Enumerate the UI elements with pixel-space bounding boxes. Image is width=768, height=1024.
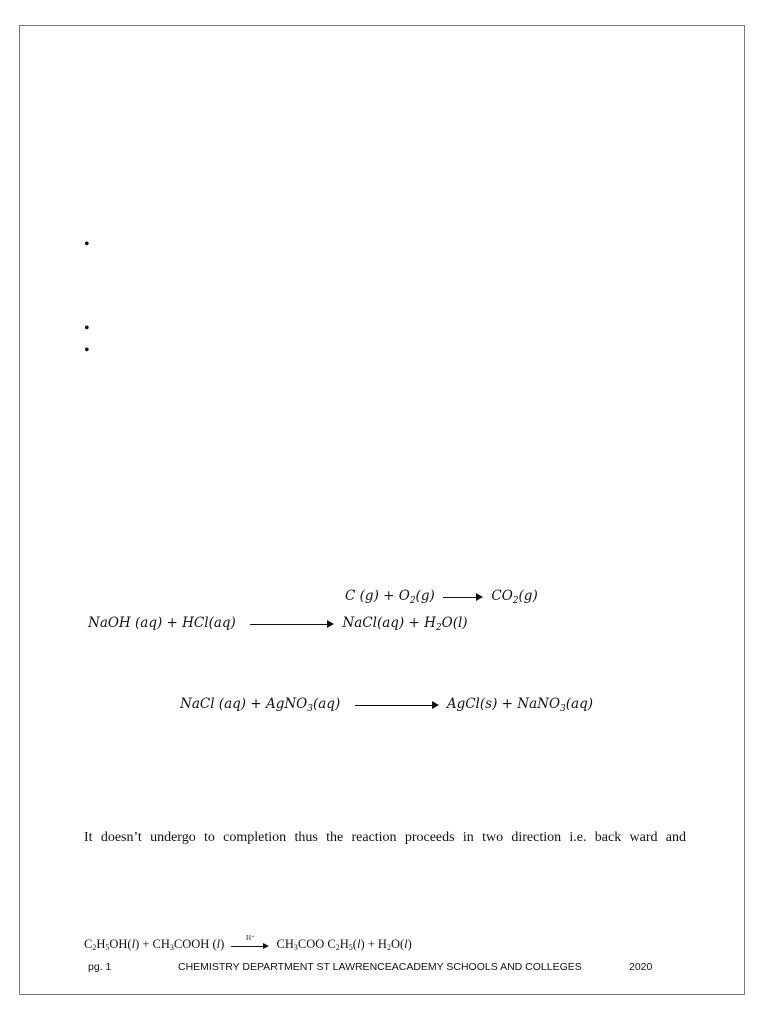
text: ) + xyxy=(373,588,399,604)
text: ( xyxy=(312,696,319,712)
footer-department: CHEMISTRY DEPARTMENT ST LAWRENCEACADEMY SCHOOLS AND COLLEGES xyxy=(178,961,582,973)
subscript: 2 xyxy=(435,623,442,633)
state-symbol: s xyxy=(485,696,493,712)
state-symbol: aq xyxy=(213,615,231,631)
state-symbol: l xyxy=(131,937,136,951)
text: C xyxy=(84,937,93,951)
subscript: 5 xyxy=(105,943,110,952)
text: ) + xyxy=(240,696,266,712)
bullet-marker: • xyxy=(84,342,90,359)
state-symbol: aq xyxy=(382,615,399,631)
state-symbol: l xyxy=(404,937,408,951)
state-symbol: aq xyxy=(318,696,335,712)
catalyst-arrow-icon xyxy=(231,934,269,952)
neutralization-equation xyxy=(88,614,468,632)
formula: AgCl xyxy=(446,696,480,712)
bullet-marker: • xyxy=(84,236,90,253)
text: ) xyxy=(429,588,435,604)
formula: NaOH xyxy=(88,615,131,631)
text: ) xyxy=(587,696,594,712)
text: ) xyxy=(334,696,341,712)
subscript: 3 xyxy=(560,704,566,714)
catalyst-label: H⁺ xyxy=(246,934,255,943)
formula: AgNO xyxy=(265,696,308,712)
state-symbol: aq xyxy=(224,696,241,712)
state-symbol: aq xyxy=(140,615,157,631)
formula: CO xyxy=(491,588,513,604)
footer-year: 2020 xyxy=(629,961,653,973)
subscript: 5 xyxy=(348,943,353,952)
text: COO C xyxy=(297,937,336,951)
text: ( xyxy=(518,588,524,604)
text: H xyxy=(96,937,106,951)
text: ) + CH xyxy=(135,937,170,951)
state-symbol: g xyxy=(523,588,533,604)
text: ) + xyxy=(156,615,183,631)
bullet-marker: • xyxy=(84,320,90,337)
formula: NaNO xyxy=(517,696,561,712)
text: ) xyxy=(532,588,538,604)
text: ( xyxy=(130,615,141,631)
formula: HCl xyxy=(182,615,209,631)
text: ( xyxy=(479,696,486,712)
reaction-arrow-icon xyxy=(250,619,334,629)
subscript: 3 xyxy=(169,943,174,952)
state-symbol: g xyxy=(364,588,374,604)
subscript: 2 xyxy=(386,943,391,952)
text: ( xyxy=(415,588,421,604)
text: H xyxy=(339,937,349,951)
precipitation-equation xyxy=(180,695,593,713)
formula: C xyxy=(345,588,356,604)
reaction-arrow-icon xyxy=(355,700,439,710)
subscript: 2 xyxy=(512,596,519,606)
subscript: 2 xyxy=(92,943,97,952)
formula: H xyxy=(424,615,436,631)
text: O( xyxy=(390,937,405,951)
text: COOH ( xyxy=(173,937,217,951)
text: ) xyxy=(462,615,468,631)
text: ) xyxy=(407,937,412,951)
formula: O xyxy=(441,615,453,631)
text: ) + H xyxy=(360,937,387,951)
page-border xyxy=(19,25,745,995)
text: CH xyxy=(276,937,294,951)
text: ( xyxy=(376,615,383,631)
arrow-shaft xyxy=(231,946,264,947)
text: ) xyxy=(220,937,225,951)
text: ( xyxy=(355,588,365,604)
subscript: 2 xyxy=(335,943,340,952)
state-symbol: l xyxy=(216,937,221,951)
text: ( xyxy=(208,615,214,631)
esterification-equation xyxy=(84,936,412,952)
text: ( xyxy=(214,696,225,712)
state-symbol: aq xyxy=(571,696,588,712)
text: ) + xyxy=(398,615,425,631)
reversible-reaction-paragraph: It doesn’t undergo to completion thus the reaction proceeds in two direction i.e. back ward and xyxy=(84,830,686,845)
text: ) + xyxy=(492,696,518,712)
subscript: 3 xyxy=(307,704,313,714)
subscript: 3 xyxy=(293,943,298,952)
text: ) xyxy=(230,615,236,631)
formula: NaCl xyxy=(180,696,215,712)
text: OH( xyxy=(109,937,132,951)
formula: O xyxy=(398,588,410,604)
text: ( xyxy=(352,937,357,951)
state-symbol: g xyxy=(420,588,430,604)
combustion-equation xyxy=(345,587,538,605)
reaction-arrow-icon xyxy=(443,592,483,602)
state-symbol: l xyxy=(457,615,463,631)
text: ( xyxy=(565,696,572,712)
subscript: 2 xyxy=(409,596,416,606)
footer-page-number: pg. 1 xyxy=(88,961,112,973)
arrow-head xyxy=(263,943,269,949)
text: ( xyxy=(452,615,458,631)
formula: NaCl xyxy=(342,615,377,631)
state-symbol: l xyxy=(356,937,361,951)
